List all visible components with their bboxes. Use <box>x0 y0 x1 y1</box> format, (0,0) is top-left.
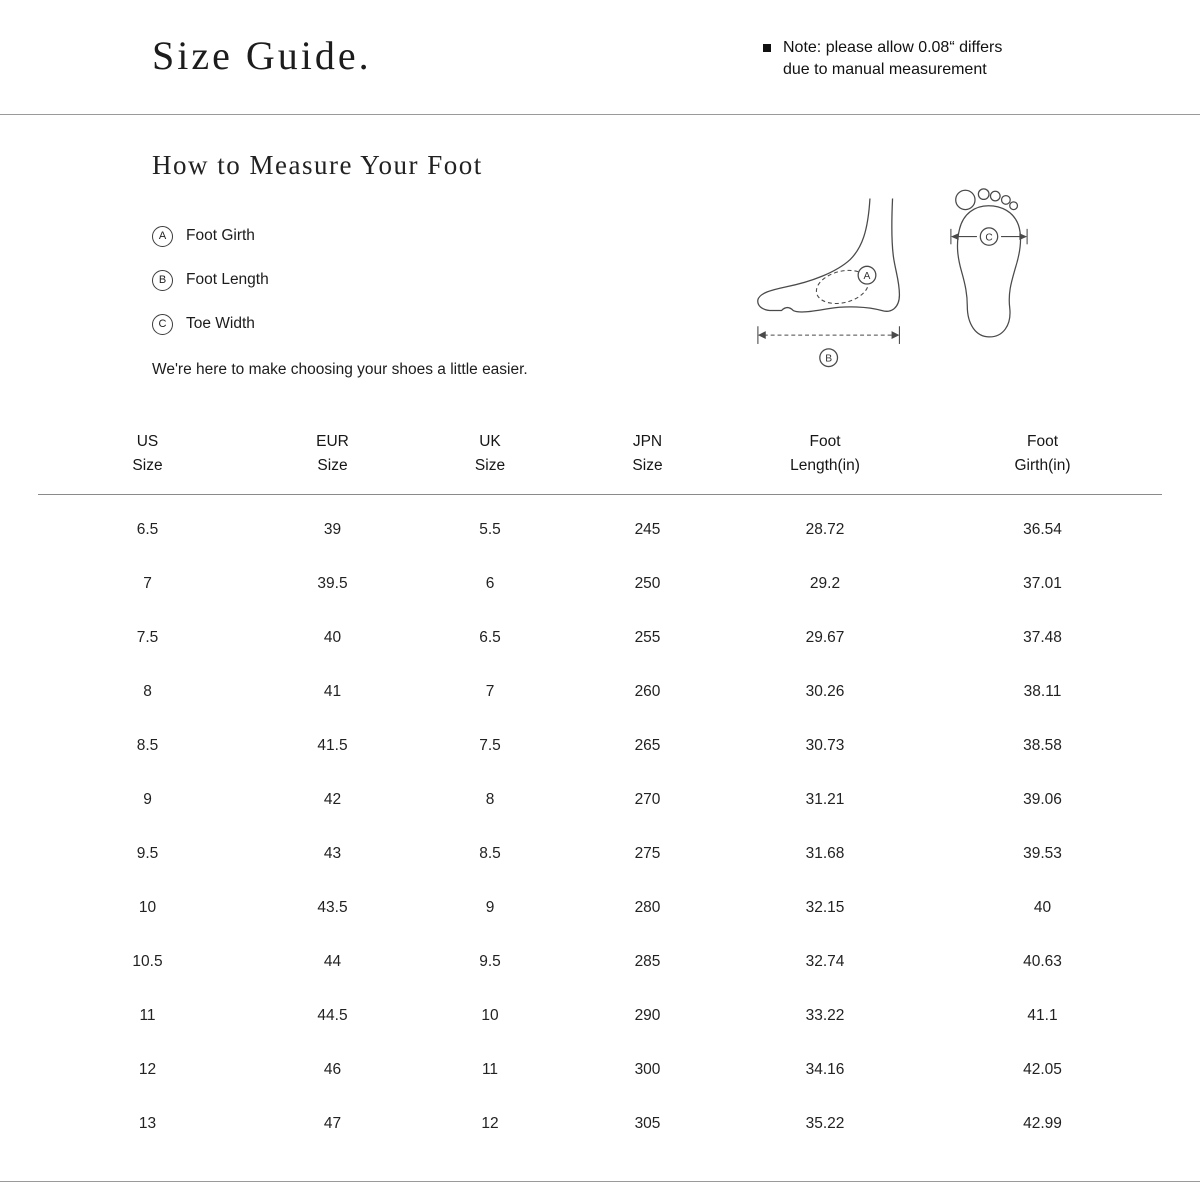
measure-item-label: Foot Girth <box>186 227 255 244</box>
column-header-line1: US <box>136 433 159 450</box>
table-cell: 285 <box>634 953 661 970</box>
bottom-divider <box>0 1181 1200 1182</box>
table-cell: 11 <box>481 1061 499 1078</box>
table-cell: 10 <box>138 899 157 916</box>
column-header-line2: Size <box>474 457 506 474</box>
label-c-text: C <box>985 232 993 244</box>
table-cell: 35.22 <box>805 1115 845 1132</box>
table-cell: 9 <box>485 899 495 916</box>
table-cell: 7.5 <box>136 629 159 646</box>
table-row <box>40 503 1160 557</box>
table-cell: 41 <box>323 683 342 700</box>
table-row <box>40 827 1160 881</box>
table-cell: 40 <box>323 629 342 646</box>
table-cell: 32.74 <box>805 953 845 970</box>
table-cell: 46 <box>323 1061 342 1078</box>
section-heading: How to Measure Your Foot <box>152 150 483 180</box>
measurement-note <box>763 37 1002 81</box>
column-header-line2: Length(in) <box>790 457 860 474</box>
header-divider <box>0 114 1200 115</box>
table-row <box>40 665 1160 719</box>
table-row <box>40 557 1160 611</box>
size-table-body <box>40 495 1160 1151</box>
table-cell: 7 <box>143 575 152 592</box>
table-cell: 260 <box>634 683 661 700</box>
note-text <box>783 37 1002 81</box>
table-row <box>40 773 1160 827</box>
table-cell: 265 <box>634 737 661 754</box>
table-column-header <box>925 430 1160 478</box>
table-cell: 40.63 <box>1023 953 1062 970</box>
table-row <box>40 1097 1160 1151</box>
table-cell: 8 <box>143 683 152 700</box>
table-cell: 30.73 <box>805 737 845 754</box>
measure-item-label: Toe Width <box>186 315 255 332</box>
table-cell: 44.5 <box>317 1007 348 1024</box>
table-cell: 36.54 <box>1023 521 1062 538</box>
measure-item-toe-width <box>152 302 269 346</box>
label-b-text: B <box>825 353 833 365</box>
table-cell: 41.5 <box>317 737 348 754</box>
big-toe <box>956 190 975 209</box>
table-cell: 29.67 <box>805 629 845 646</box>
measure-list <box>152 214 269 346</box>
table-cell: 38.11 <box>1023 683 1062 700</box>
tagline: We're here to make choosing your shoes a little easier. <box>152 361 528 378</box>
table-cell: 8 <box>485 791 495 808</box>
column-header-line2: Size <box>317 457 348 474</box>
table-cell: 300 <box>634 1061 661 1078</box>
note-bullet-icon <box>763 44 771 52</box>
table-row <box>40 935 1160 989</box>
table-cell: 29.2 <box>809 575 841 592</box>
table-cell: 8.5 <box>136 737 159 754</box>
table-cell: 250 <box>634 575 661 592</box>
note-line-1: Note: please allow 0.08“ differs <box>783 39 1003 56</box>
table-cell: 10 <box>481 1007 499 1024</box>
table-cell: 42.05 <box>1023 1061 1062 1078</box>
table-column-header <box>725 430 925 478</box>
table-column-header <box>40 430 255 478</box>
table-cell: 270 <box>634 791 661 808</box>
table-cell: 39.5 <box>317 575 348 592</box>
table-cell: 9.5 <box>136 845 159 862</box>
table-cell: 28.72 <box>805 521 845 538</box>
column-header-line2: Girth(in) <box>1014 457 1071 474</box>
table-cell: 39.53 <box>1023 845 1062 862</box>
table-cell: 13 <box>138 1115 157 1132</box>
table-cell: 42.99 <box>1023 1115 1062 1132</box>
table-cell: 10.5 <box>132 953 163 970</box>
table-row <box>40 989 1160 1043</box>
column-header-line1: JPN <box>632 433 663 450</box>
table-cell: 31.21 <box>805 791 845 808</box>
table-cell: 6 <box>485 575 495 592</box>
column-header-line1: UK <box>479 433 501 450</box>
column-header-line2: Size <box>132 457 163 474</box>
circled-c-icon: C <box>152 314 173 335</box>
table-cell: 12 <box>138 1061 157 1078</box>
table-cell: 9 <box>143 791 152 808</box>
table-row <box>40 881 1160 935</box>
label-a-text: A <box>863 271 871 283</box>
table-row <box>40 611 1160 665</box>
table-cell: 30.26 <box>805 683 845 700</box>
table-cell: 6.5 <box>136 521 159 538</box>
table-cell: 40 <box>1033 899 1052 916</box>
table-cell: 255 <box>634 629 661 646</box>
table-cell: 31.68 <box>805 845 845 862</box>
table-cell: 38.58 <box>1023 737 1062 754</box>
measure-item-foot-girth <box>152 214 269 258</box>
table-cell: 44 <box>323 953 342 970</box>
column-header-line1: Foot <box>809 433 841 450</box>
table-column-header <box>410 430 570 478</box>
column-header-line2: Size <box>632 457 663 474</box>
circled-b-icon: B <box>152 270 173 291</box>
table-cell: 7.5 <box>479 737 501 754</box>
table-cell: 305 <box>634 1115 661 1132</box>
table-cell: 43.5 <box>317 899 348 916</box>
table-cell: 42 <box>323 791 342 808</box>
note-line-2: due to manual measurement <box>783 61 987 78</box>
foot-side-view-illustration <box>752 196 924 372</box>
column-header-line1: EUR <box>316 433 349 450</box>
table-header-row <box>40 430 1160 478</box>
table-cell: 280 <box>634 899 661 916</box>
measure-item-label: Foot Length <box>186 271 269 288</box>
table-cell: 39.06 <box>1023 791 1062 808</box>
table-cell: 34.16 <box>805 1061 845 1078</box>
table-cell: 39 <box>323 521 342 538</box>
table-row <box>40 719 1160 773</box>
table-cell: 8.5 <box>479 845 501 862</box>
table-cell: 9.5 <box>479 953 501 970</box>
table-cell: 32.15 <box>805 899 845 916</box>
table-cell: 6.5 <box>479 629 501 646</box>
table-column-header <box>570 430 725 478</box>
table-cell: 33.22 <box>805 1007 845 1024</box>
table-cell: 12 <box>481 1115 499 1132</box>
table-cell: 37.01 <box>1023 575 1062 592</box>
table-cell: 11 <box>139 1007 156 1024</box>
table-cell: 7 <box>485 683 495 700</box>
table-cell: 245 <box>634 521 661 538</box>
table-cell: 290 <box>634 1007 661 1024</box>
column-header-line1: Foot <box>1026 433 1058 450</box>
table-cell: 5.5 <box>479 521 501 538</box>
table-cell: 41.1 <box>1027 1007 1058 1024</box>
footprint-illustration <box>948 186 1030 346</box>
table-cell: 37.48 <box>1023 629 1062 646</box>
table-row <box>40 1043 1160 1097</box>
table-cell: 47 <box>323 1115 342 1132</box>
table-cell: 275 <box>634 845 661 862</box>
circled-a-icon: A <box>152 226 173 247</box>
table-column-header <box>255 430 410 478</box>
table-cell: 43 <box>323 845 342 862</box>
measure-item-foot-length <box>152 258 269 302</box>
page-title: Size Guide. <box>152 33 372 78</box>
